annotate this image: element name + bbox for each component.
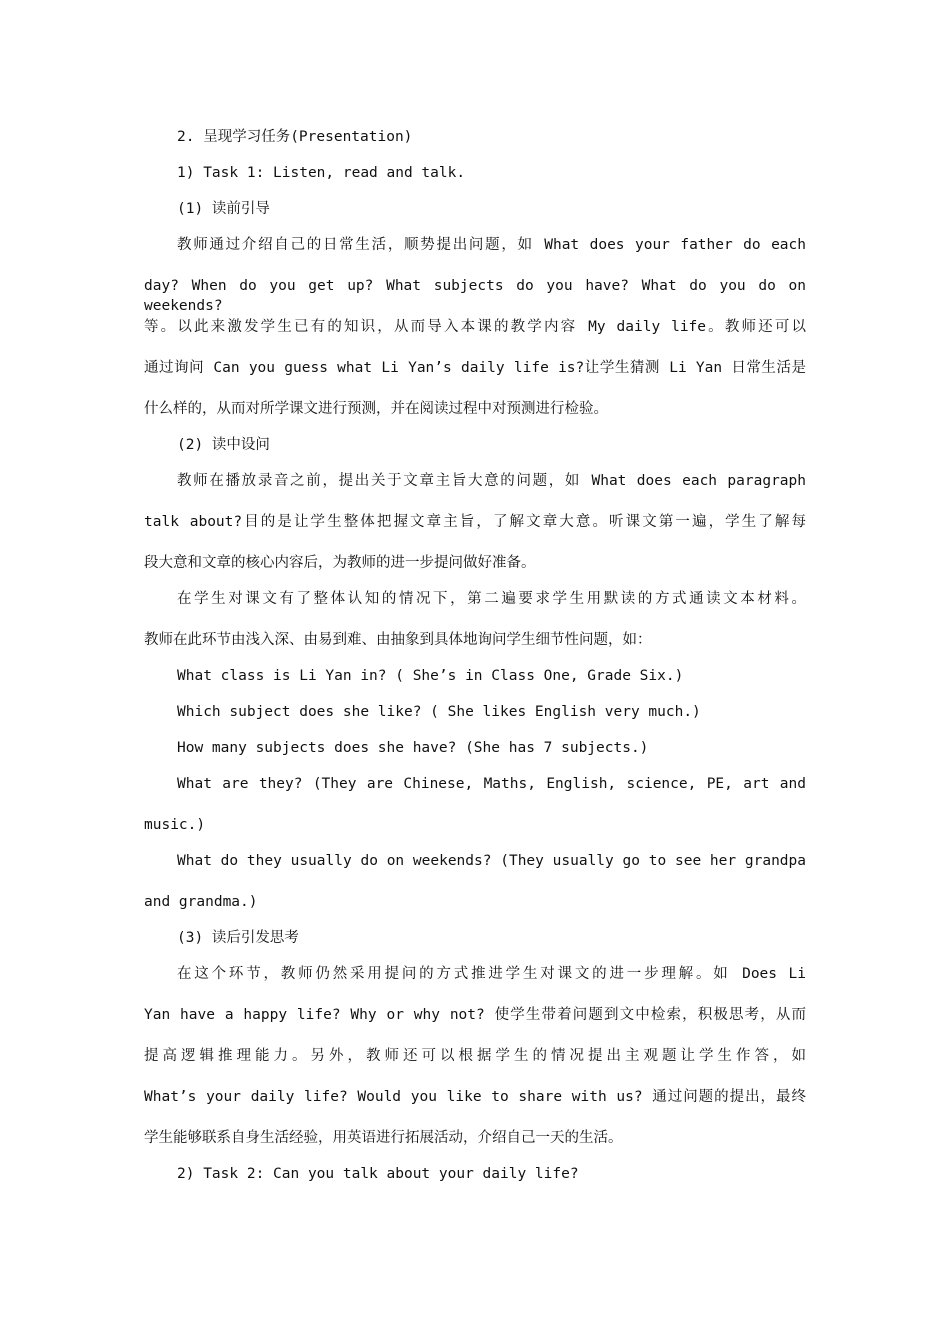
subsection-heading: (2) 读中设问 [177,437,270,453]
section-heading: 2. 呈现学习任务(Presentation) [177,129,413,145]
paragraph-line: 学生能够联系自身生活经验，用英语进行拓展活动，介绍自己一天的生活。 [144,1130,623,1146]
question-line: How many subjects does she have? (She has 7 subjects.) [177,740,649,756]
question-line: Which subject does she like? ( She likes English very much.) [177,704,701,720]
task-heading: 2) Task 2: Can you talk about your daily life? [177,1166,579,1182]
paragraph-line: 段大意和文章的核心内容后，为教师的进一步提问做好准备。 [144,555,536,571]
paragraph-line: 通过询问 Can you guess what Li Yan’s daily life is?让学生猜测 Li Yan 日常生活是 [144,360,806,376]
paragraph-line: 在学生对课文有了整体认知的情况下，第二遍要求学生用默读的方式通读文本材料。 [177,591,806,607]
paragraph-line: Yan have a happy life? Why or why not? 使学生带着问题到文中检索，积极思考，从而 [144,1007,806,1023]
paragraph-line: What’s your daily life? Would you like to share with us? 通过问题的提出，最终 [144,1089,806,1105]
question-line: and grandma.) [144,894,258,910]
paragraph-line: 等。以此来激发学生已有的知识，从而导入本课的教学内容 My daily life。教师还可以 [144,319,806,335]
question-line: music.) [144,817,206,833]
question-line: What do they usually do on weekends? (They usually go to see her grandpa [177,853,806,869]
paragraph-line: 什么样的，从而对所学课文进行预测，并在阅读过程中对预测进行检验。 [144,401,608,417]
paragraph-line: 教师通过介绍自己的日常生活，顺势提出问题，如 What does your father do each [177,237,806,253]
paragraph-line: day? When do you get up? What subjects do you have? What do you do on weekends? [144,278,806,314]
paragraph-line: talk about?目的是让学生整体把握文章主旨，了解文章大意。听课文第一遍，学生了解每 [144,514,806,530]
paragraph-line: 提高逻辑推理能力。另外，教师还可以根据学生的情况提出主观题让学生作答，如 [144,1048,806,1064]
paragraph-line: 在这个环节，教师仍然采用提问的方式推进学生对课文的进一步理解。如 Does Li [177,966,806,982]
subsection-heading: (1) 读前引导 [177,201,270,217]
subsection-heading: (3) 读后引发思考 [177,930,299,946]
paragraph-line: 教师在播放录音之前，提出关于文章主旨大意的问题，如 What does each paragraph [177,473,806,489]
task-heading: 1) Task 1: Listen, read and talk. [177,165,466,181]
paragraph-line: 教师在此环节由浅入深、由易到难、由抽象到具体地询问学生细节性问题，如： [144,632,652,648]
question-line: What are they? (They are Chinese, Maths, English, science, PE, art and [177,776,806,792]
question-line: What class is Li Yan in? ( She’s in Class One, Grade Six.) [177,668,684,684]
